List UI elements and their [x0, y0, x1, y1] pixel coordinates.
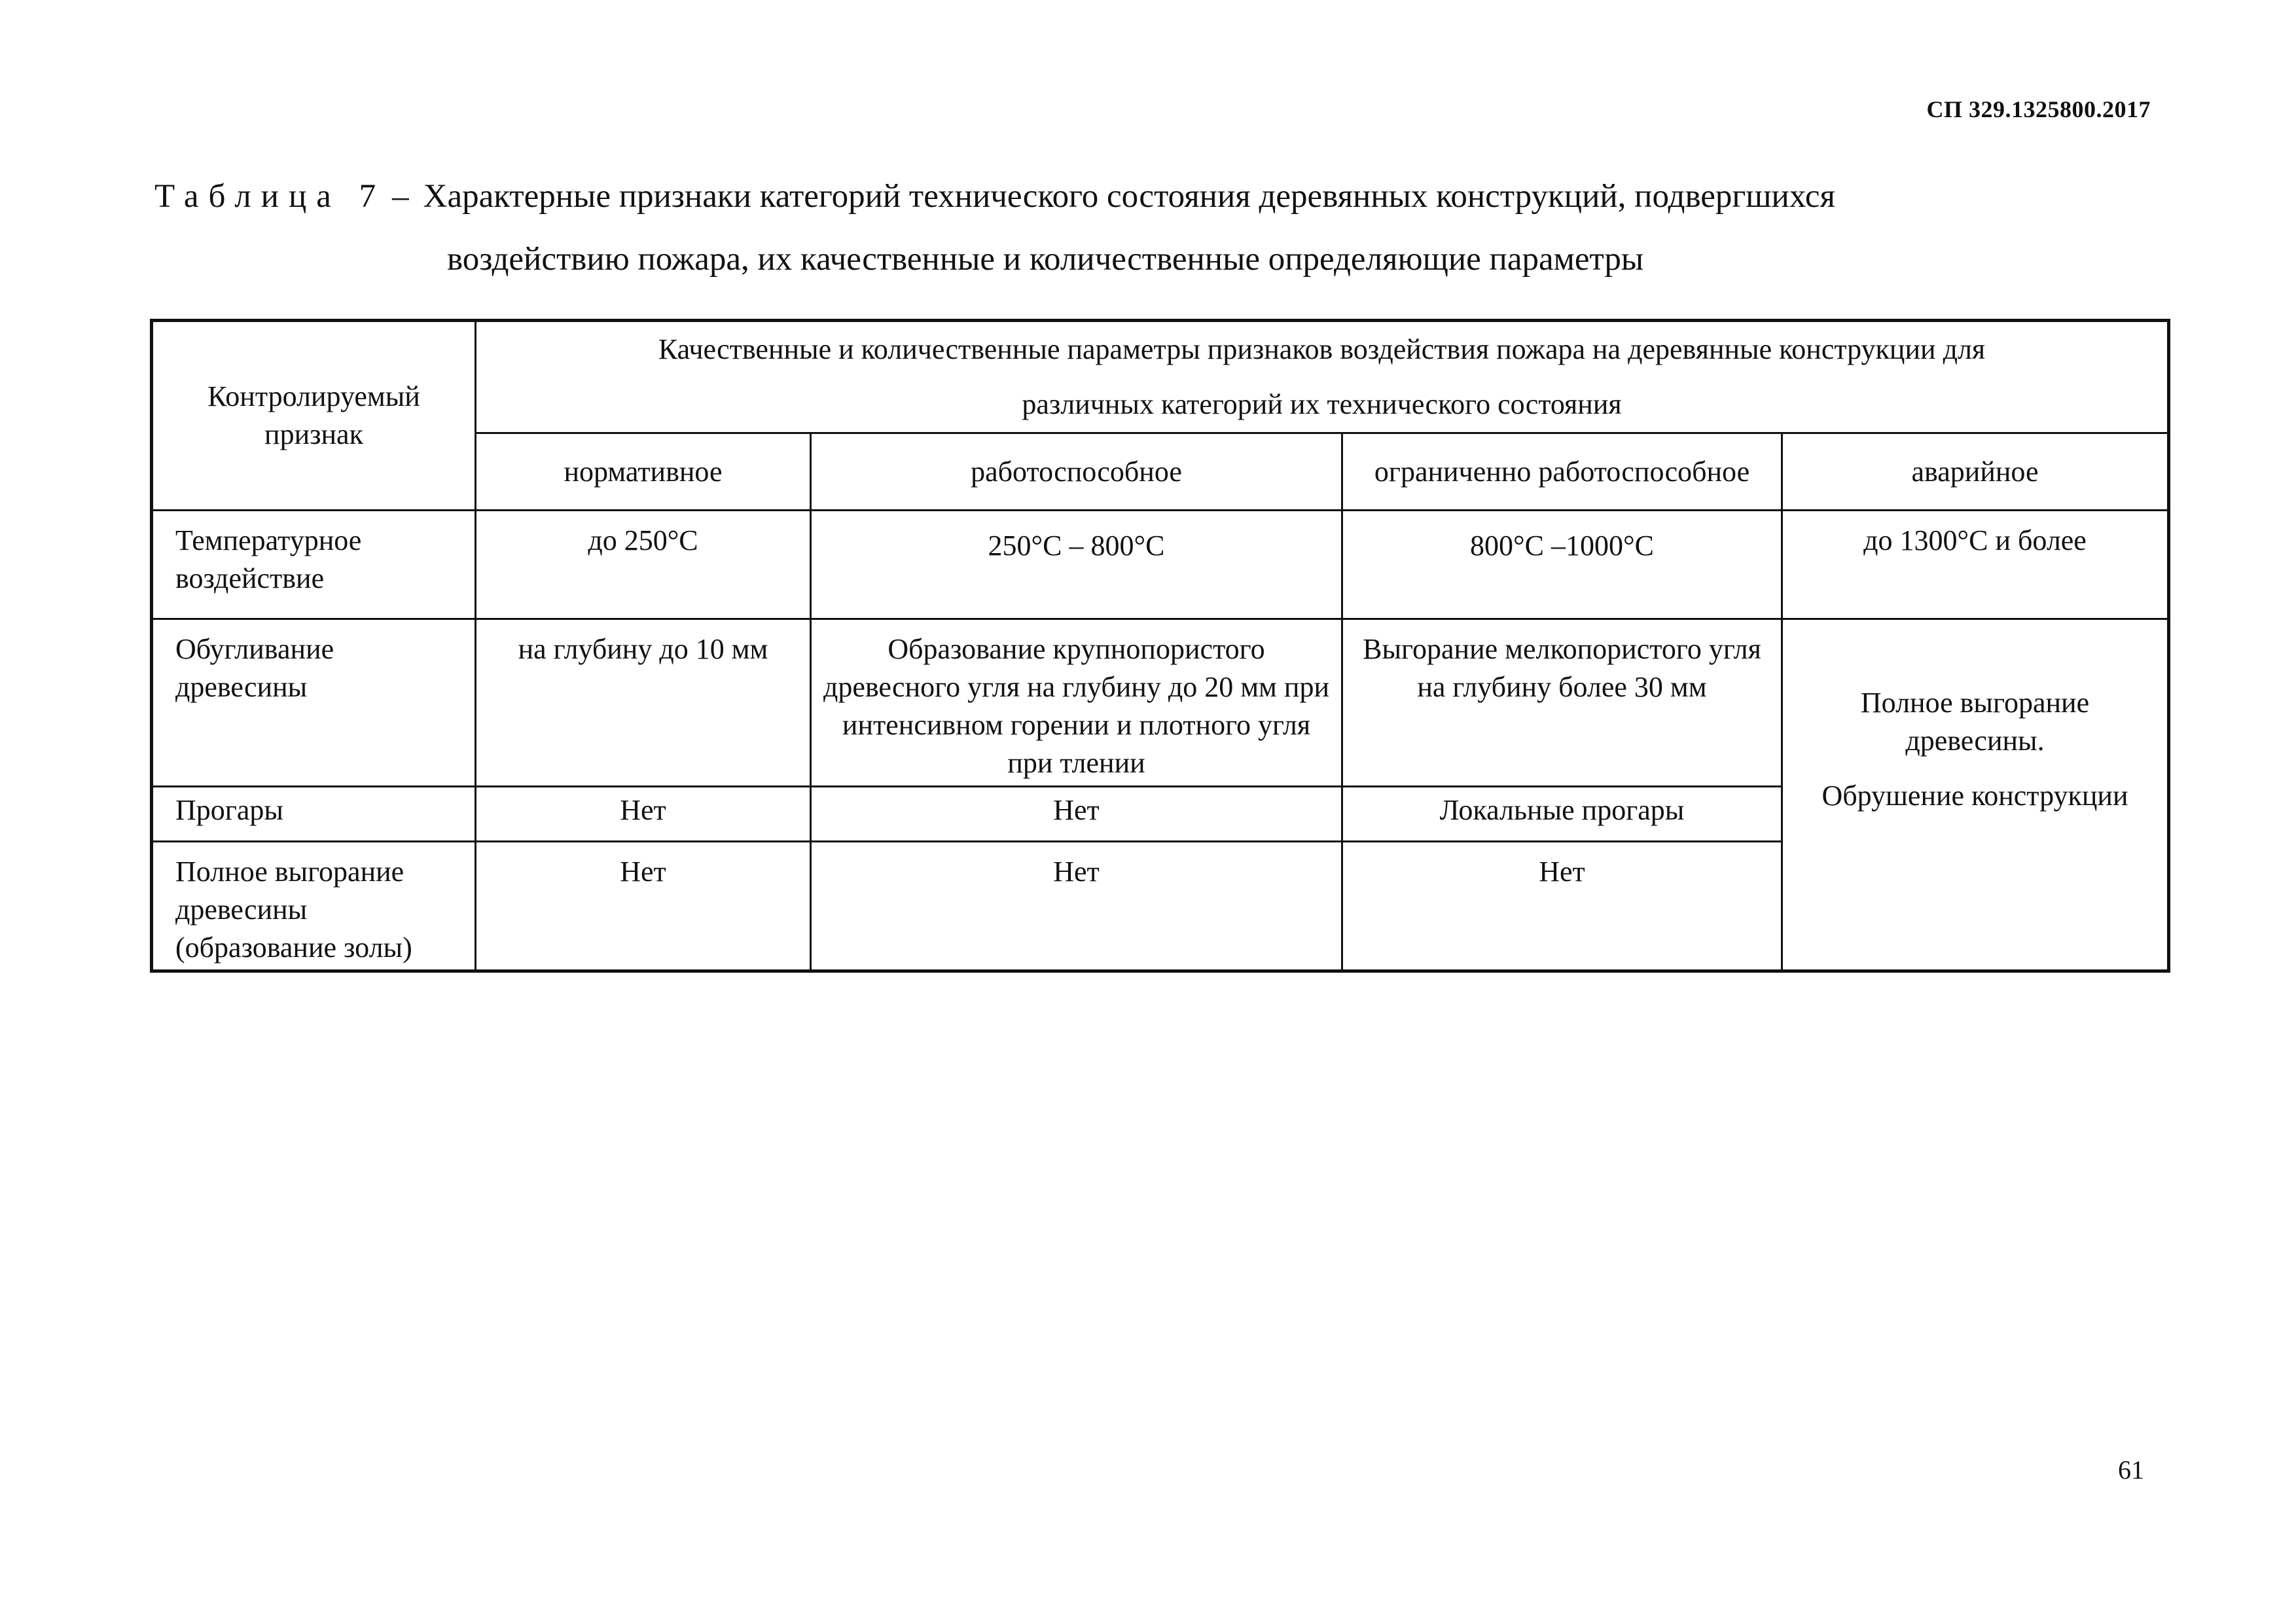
header-params-cell	[476, 321, 2169, 433]
row-value: до 250°С	[476, 511, 811, 619]
table-row	[152, 511, 2169, 619]
caption-dash: –	[392, 178, 409, 215]
category-normative: нормативное	[476, 433, 811, 511]
caption-label: Таблица 7	[154, 178, 386, 215]
row-value: Нет	[1342, 842, 1782, 971]
header-feature-cell	[152, 321, 476, 511]
row-value: на глубину до 10 мм	[476, 619, 811, 787]
category-serviceable: работоспособное	[811, 433, 1342, 511]
caption-line-2: воздействию пожара, их качественные и количественные определяющие параметры	[447, 241, 1644, 278]
table-row	[152, 619, 2169, 787]
row-feature: Температурное воздействие	[152, 511, 476, 619]
row-value: до 1300°С и более	[1782, 511, 2169, 619]
row-value: 800°С –1000°С	[1342, 511, 1782, 619]
row-value: 250°С – 800°С	[811, 511, 1342, 619]
header-params-line-1: Качественные и количественные параметры признаков воздействия пожара на деревянные конструкции для	[658, 333, 1986, 365]
header-feature: Контролируемый признак	[207, 380, 420, 450]
row-value: Локальные прогары	[1342, 787, 1782, 842]
table-caption	[154, 165, 2157, 291]
document-code: СП 329.1325800.2017	[1926, 96, 2151, 122]
row-value: Нет	[476, 842, 811, 971]
row-value: Нет	[476, 787, 811, 842]
header-row	[152, 321, 2169, 433]
emergency-line-2: Обрушение конструкции	[1821, 780, 2128, 812]
row-value: Выгорание мелкопористого угля на глубину более 30 мм	[1342, 619, 1782, 787]
row-value: Нет	[811, 842, 1342, 971]
header-params-line-2: различных категорий их технического состояния	[1022, 388, 1622, 420]
row-value: Образование крупнопористого древесного угля на глубину до 20 мм при интенсивном горении и плотного угля при тлении	[811, 619, 1342, 787]
row-value: Нет	[811, 787, 1342, 842]
condition-table	[150, 319, 2170, 973]
caption-line-1: Характерные признаки категорий технического состояния деревянных конструкций, подвергшихся	[423, 178, 1835, 215]
emergency-merged-cell	[1782, 619, 2169, 971]
category-emergency: аварийное	[1782, 433, 2169, 511]
row-feature: Полное выгорание древесины (образование золы)	[152, 842, 476, 971]
page-number: 61	[2118, 1455, 2144, 1485]
row-feature: Обугливание древесины	[152, 619, 476, 787]
category-limited-serviceable: ограниченно работоспособное	[1342, 433, 1782, 511]
emergency-line-1: Полное выгорание древесины.	[1860, 687, 2090, 757]
row-feature: Прогары	[152, 787, 476, 842]
